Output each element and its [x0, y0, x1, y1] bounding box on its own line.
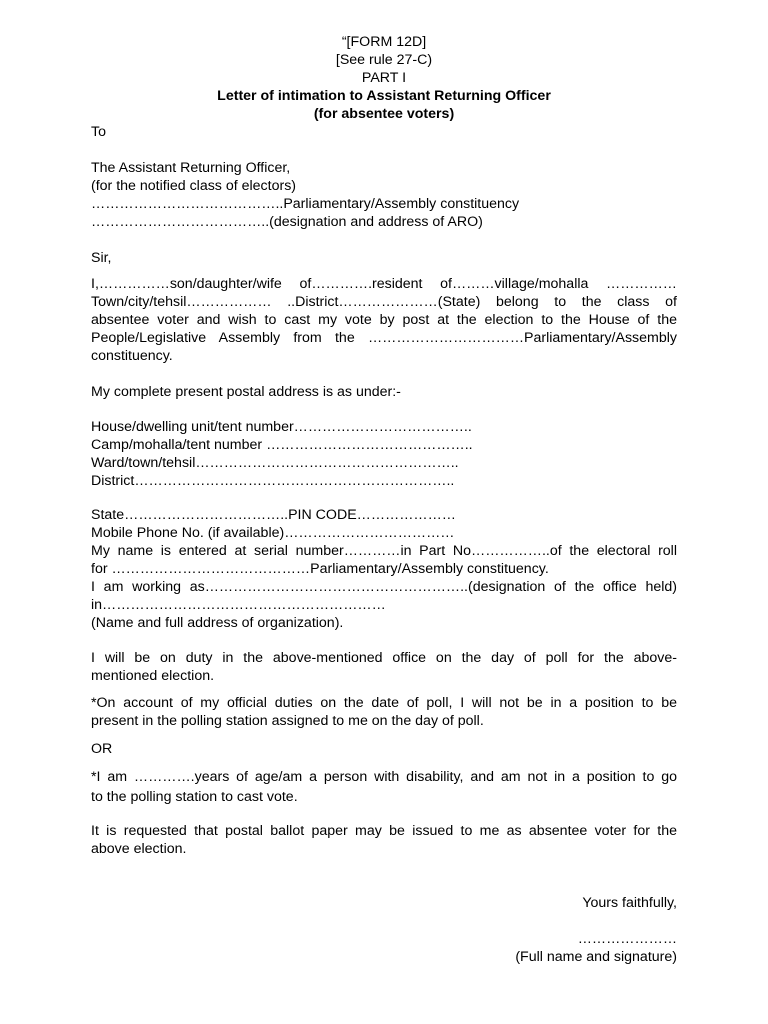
age-line-1: *I am ………….years of age/am a person with disability, and am not in a position to go: [91, 769, 677, 785]
organization-note: (Name and full address of organization).: [91, 615, 344, 631]
salutation: Sir,: [91, 250, 112, 266]
serial-number-line: My name is entered at serial number…………in Part No……………..of the electoral roll: [91, 543, 677, 559]
district-line: District…………………………………………………………..: [91, 473, 455, 489]
addressee-line-3: …………………………………..Parliamentary/Assembly constituency: [91, 196, 520, 212]
state-pin-line: State……………………………..PIN CODE…………………: [91, 507, 456, 523]
request-line-1: It is requested that postal ballot paper may be issued to me as absentee voter for the: [91, 823, 677, 839]
age-line-2: to the polling station to cast vote.: [91, 789, 298, 805]
postal-intro: My complete present postal address is as under:-: [91, 384, 401, 400]
intro-line-1: I,……………son/daughter/wife of………….resident of………village/mohalla ……………: [91, 276, 677, 292]
official-duties-line-2: present in the polling station assigned to me on the day of poll.: [91, 713, 484, 729]
yours-faithfully: Yours faithfully,: [582, 895, 677, 911]
to-label: To: [91, 124, 106, 140]
letter-title: Letter of intimation to Assistant Returning Officer: [217, 88, 551, 104]
ward-line: Ward/town/tehsil………………………………………………..: [91, 455, 459, 471]
house-line: House/dwelling unit/tent number………………………………..: [91, 419, 472, 435]
rule-reference: [See rule 27-C): [335, 52, 433, 68]
form-number: “[FORM 12D]: [341, 34, 427, 50]
signature-dots: …………………: [577, 931, 677, 947]
official-duties-line-1: *On account of my official duties on the date of poll, I will not be in a position to be: [91, 695, 677, 711]
mobile-line: Mobile Phone No. (if available)………………………………: [91, 525, 455, 541]
intro-line-3: absentee voter and wish to cast my vote by post at the election to the House of the: [91, 312, 677, 328]
camp-line: Camp/mohalla/tent number ……………………………………..: [91, 437, 473, 453]
constituency-line: for ……………………………………Parliamentary/Assembly constituency.: [91, 561, 549, 577]
intro-line-5: constituency.: [91, 348, 173, 364]
request-line-2: above election.: [91, 841, 187, 857]
or-separator: OR: [91, 741, 113, 757]
full-name-signature-label: (Full name and signature): [515, 949, 677, 965]
letter-subtitle: (for absentee voters): [313, 106, 455, 122]
duty-line-2: mentioned election.: [91, 668, 215, 684]
working-as-line: I am working as………………………………………………..(designation of the office held): [91, 579, 677, 595]
organization-in-line: in……………………………………………………: [91, 597, 386, 613]
duty-line-1: I will be on duty in the above-mentioned office on the day of poll for the above-: [91, 650, 677, 666]
addressee-line-2: (for the notified class of electors): [91, 178, 297, 194]
intro-line-2: Town/city/tehsil……………… ..District…………………(State) belong to the class of: [91, 294, 677, 310]
addressee-line-4: ………………………………..(designation and address of ARO): [91, 214, 483, 230]
addressee-line-1: The Assistant Returning Officer,: [91, 160, 291, 176]
intro-line-4: People/Legislative Assembly from the ……………………………Parliamentary/Assembly: [91, 330, 677, 346]
part-label: PART I: [361, 70, 407, 86]
